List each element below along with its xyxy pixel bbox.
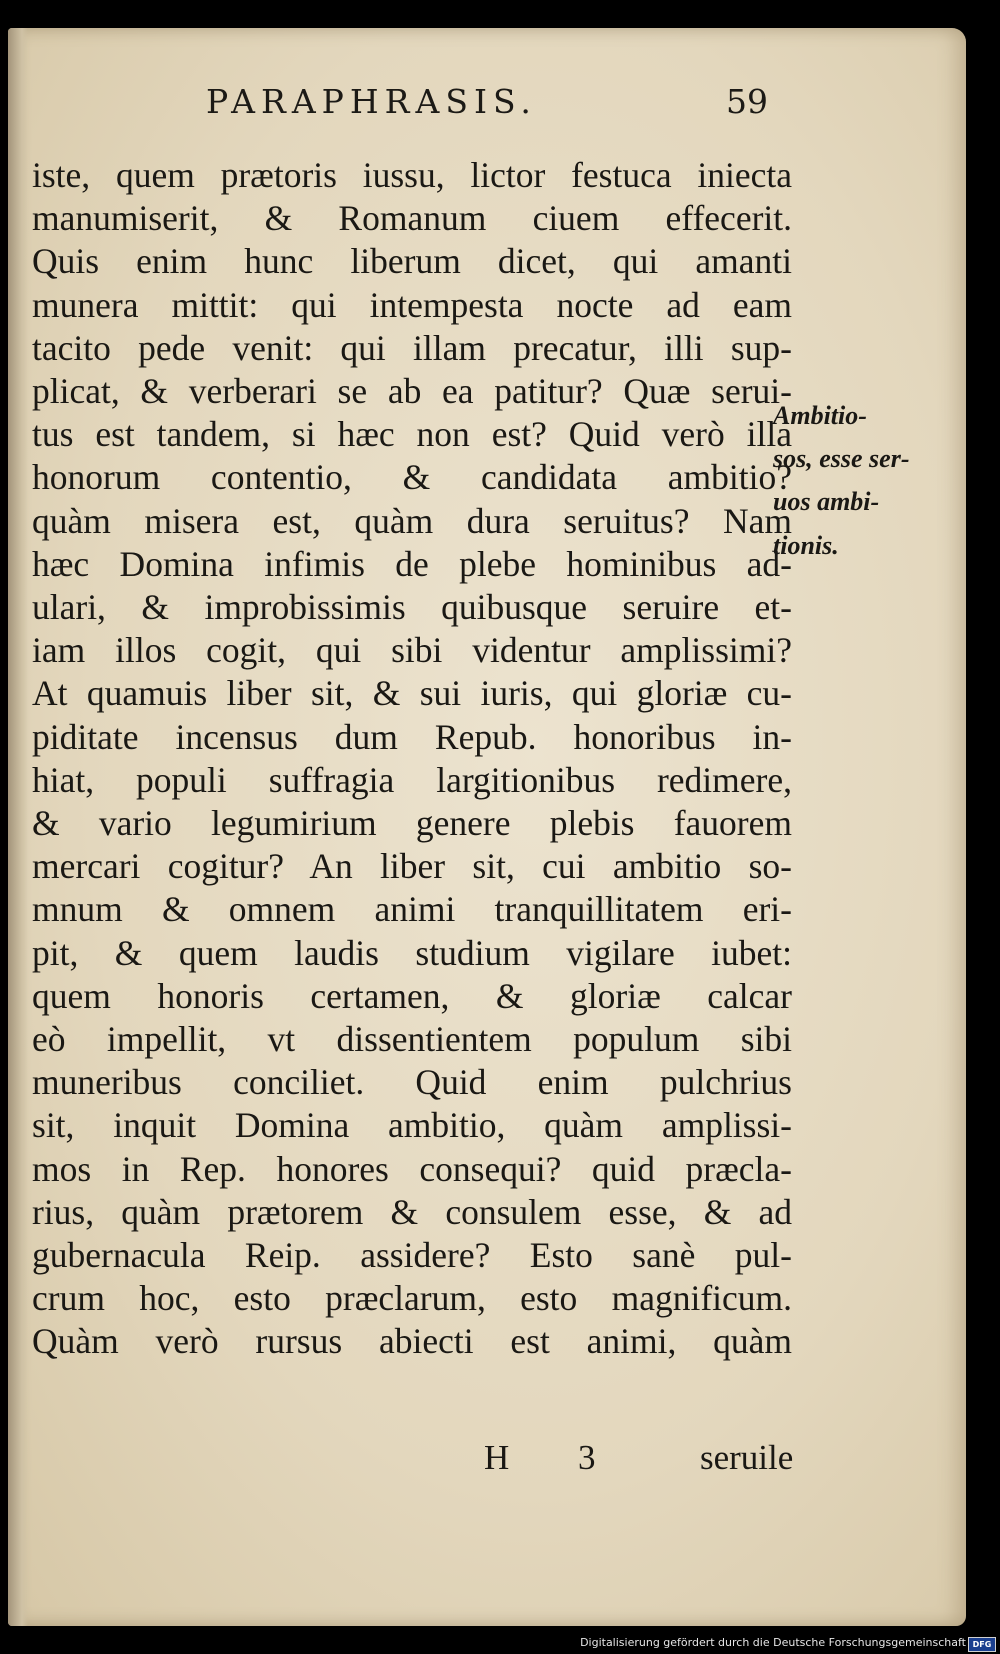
text-line: iam illos cogit, qui sibi videntur amplissimi? (32, 630, 792, 671)
text-line: honorum contentio, & candidata ambitio? (32, 457, 792, 498)
text-line: hæc Domina infimis de plebe hominibus ad- (32, 543, 792, 584)
text-line: tus est tandem, si hæc non est? Quid verò illa (32, 414, 792, 455)
text-line: sit, inquit Domina ambitio, quàm amplissi- (32, 1105, 792, 1146)
text-line: mercari cogitur? An liber sit, cui ambitio so- (32, 846, 792, 887)
text-line: mnum & omnem animi tranquillitatem eri- (32, 889, 792, 930)
marginal-note (773, 394, 933, 567)
text-line: pit, & quem laudis studium vigilare iubet: (32, 932, 792, 973)
marginal-note-line: sos, esse ser- (773, 444, 910, 474)
text-line: quem honoris certamen, & gloriæ calcar (32, 975, 792, 1016)
text-line: munera mittit: qui intempesta nocte ad eam (32, 284, 792, 325)
page-header (8, 82, 966, 132)
marginal-note-line: uos ambi- (773, 487, 880, 517)
text-line: gubernacula Reip. assidere? Esto sanè pul- (32, 1235, 792, 1276)
text-line: plicat, & verberari se ab ea patitur? Quæ serui- (32, 371, 792, 412)
page-number: 59 (726, 82, 768, 121)
signature-mark: H 3 (484, 1438, 626, 1477)
text-line: crum hoc, esto præclarum, esto magnificum. (32, 1278, 792, 1319)
book-page (8, 28, 966, 1626)
funding-credit: Digitalisierung gefördert durch die Deutsche Forschungsgemeinschaft (580, 1636, 966, 1649)
digitization-footer (0, 1634, 1000, 1654)
body-text (32, 154, 792, 1364)
text-line: rius, quàm prætorem & consulem esse, & ad (32, 1191, 792, 1232)
catchword: seruile (700, 1438, 794, 1477)
text-line: At quamuis liber sit, & sui iuris, qui gloriæ cu- (32, 673, 792, 714)
text-line: & vario legumirium genere plebis fauorem (32, 803, 792, 844)
text-line: muneribus conciliet. Quid enim pulchrius (32, 1062, 792, 1103)
text-line: eò impellit, vt dissentientem populum sibi (32, 1019, 792, 1060)
text-line: tacito pede venit: qui illam precatur, illi sup- (32, 327, 792, 368)
text-line: Quàm verò rursus abiecti est animi, quàm (32, 1321, 792, 1362)
marginal-note-line: tionis. (773, 530, 839, 560)
text-line: manumiserit, & Romanum ciuem effecerit. (32, 198, 792, 239)
text-line: ulari, & improbissimis quibusque seruire et- (32, 587, 792, 628)
text-line: iste, quem prætoris iussu, lictor festuca iniecta (32, 155, 792, 195)
text-line: hiat, populi suffragia largitionibus redimere, (32, 759, 792, 800)
page-gutter (8, 28, 28, 1626)
text-line: mos in Rep. honores consequi? quid præcla- (32, 1148, 792, 1189)
text-line: Quis enim hunc liberum dicet, qui amanti (32, 241, 792, 282)
dfg-logo-icon: DFG (968, 1637, 996, 1652)
marginal-note-line: Ambitio- (773, 401, 867, 430)
text-line: quàm misera est, quàm dura seruitus? Nam (32, 500, 792, 541)
signature-line (8, 1438, 966, 1486)
running-title: PARAPHRASIS. (206, 82, 537, 121)
text-line: piditate incensus dum Repub. honoribus in- (32, 716, 792, 757)
